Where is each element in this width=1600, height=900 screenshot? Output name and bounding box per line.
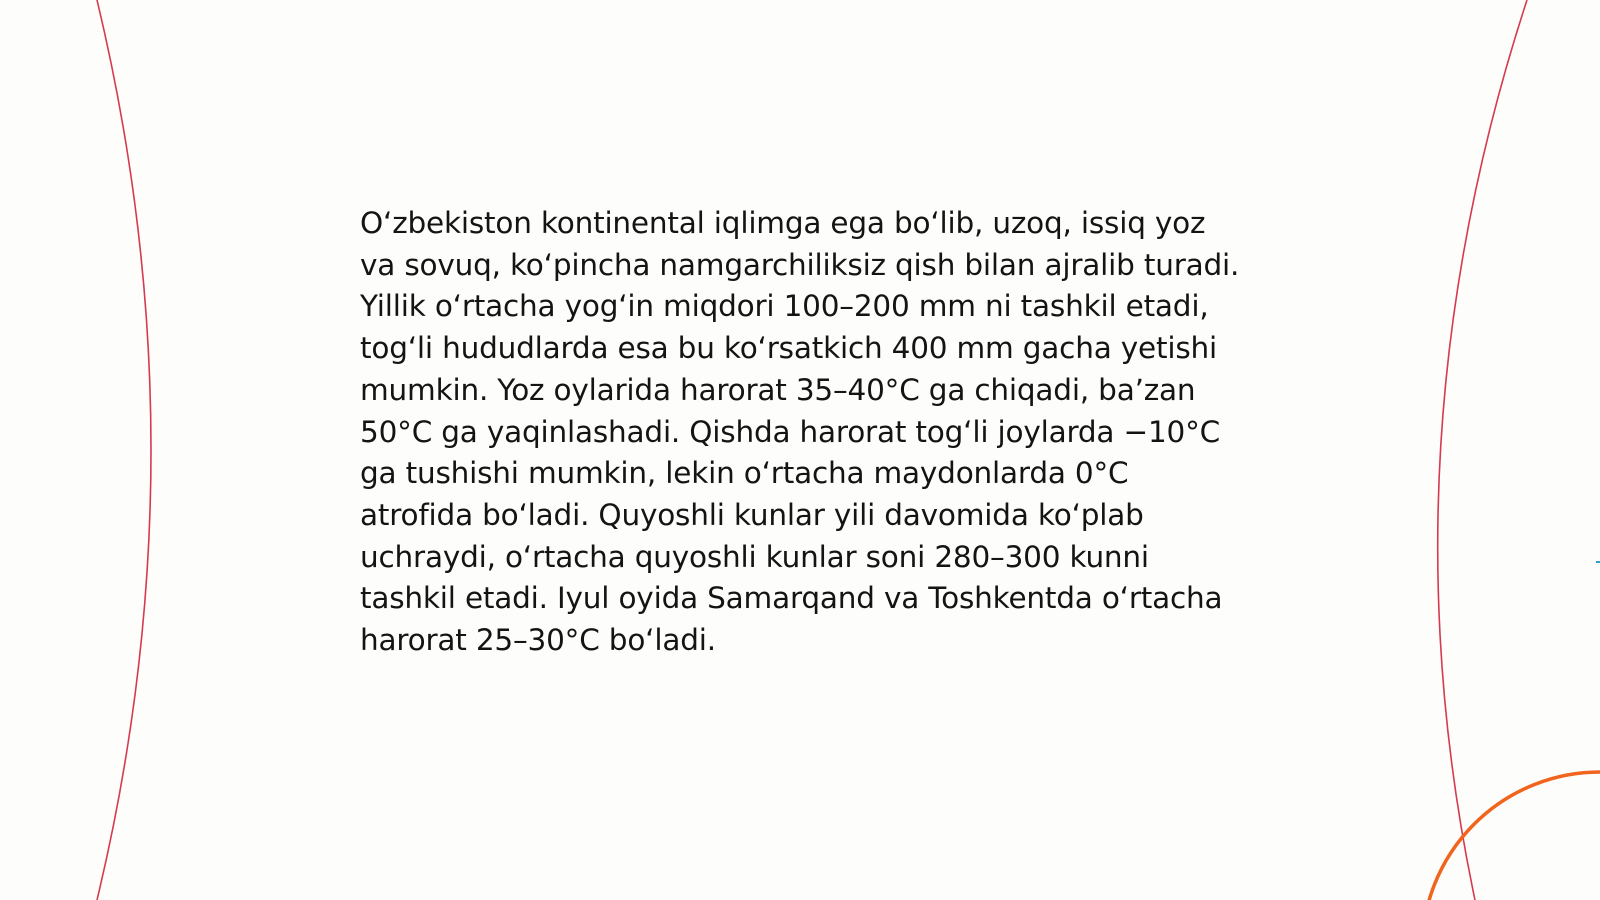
right-arc-line xyxy=(1438,0,1527,900)
left-arc-line xyxy=(97,0,151,900)
slide-body-text: O‘zbekiston kontinental iqlimga ega bo‘lib, uzoq, issiq yoz va sovuq, ko‘pincha namgarchiliksiz qish bilan ajralib turadi. Yillik o‘rtacha yog‘in miqdori 100–200 mm ni tashkil etadi, tog‘li hududlarda esa bu ko‘rsatkich 400 mm gacha yetishi mumkin. Yoz oylarida harorat 35–40°C ga chiqadi, ba’zan 50°C ga yaqinlashadi. Qishda harorat tog‘li joylarda −10°C ga tushishi mumkin, lekin o‘rtacha maydonlarda 0°C atrofida bo‘ladi. Quyoshli kunlar yili davomida ko‘plab uchraydi, o‘rtacha quyoshli kunlar soni 280–300 kunni tashkil etadi. Iyul oyida Samarqand va Toshkentda o‘rtacha harorat 25–30°C bo‘ladi. xyxy=(360,206,1240,658)
orange-circle-outline xyxy=(1422,772,1600,900)
